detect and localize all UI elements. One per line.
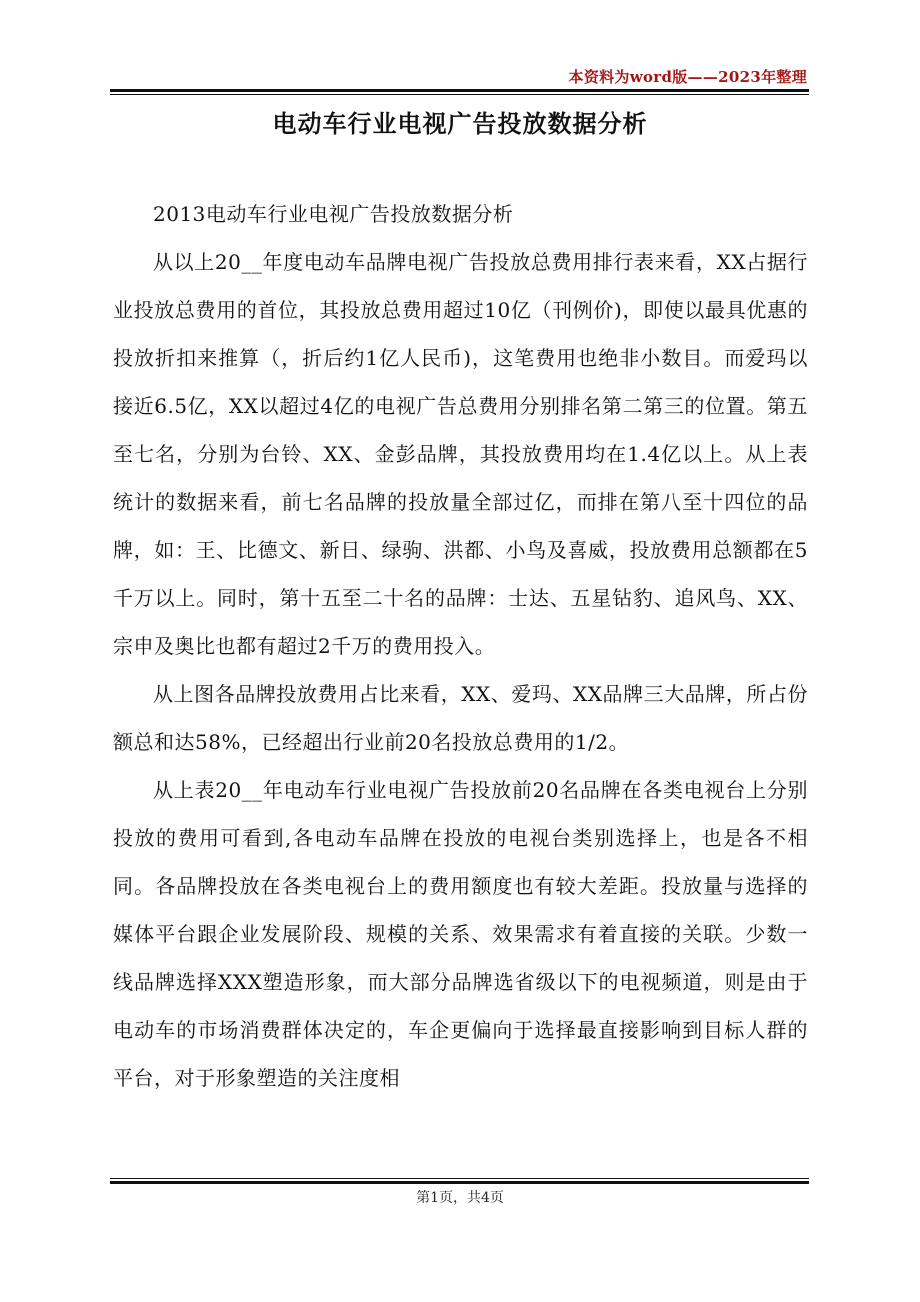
document-title: 电动车行业电视广告投放数据分析	[272, 109, 648, 138]
header-rule	[110, 89, 809, 96]
paragraph-subtitle: 2013电动车行业电视广告投放数据分析	[153, 202, 514, 226]
document-body	[113, 190, 808, 1102]
paragraph: 从上表20__年电动车行业电视广告投放前20名品牌在各类电视台上分别投放的费用可看到,各电动车品牌在投放的电视台类别选择上，也是各不相同。各品牌投放在各类电视台上的费用额度也有较大差距。投放量与选择的媒体平台跟企业发展阶段、规模的关系、效果需求有着直接的关联。少数一线品牌选择XXX塑造形象，而大部分品牌选省级以下的电视频道，则是由于电动车的市场消费群体决定的，车企更偏向于选择最直接影响到目标人群的平台，对于形象塑造的关注度相	[113, 778, 808, 1090]
page-number: 第1页，共4页	[416, 1190, 504, 1206]
paragraph: 从以上20__年度电动车品牌电视广告投放总费用排行表来看，XX占据行业投放总费用的首位，其投放总费用超过10亿（刊例价)，即使以最具优惠的投放折扣来推算（，折后约1亿人民币)，这笔费用也绝非小数目。而爱玛以接近6.5亿，XX以超过4亿的电视广告总费用分别排名第二第三的位置。第五至七名，分别为台铃、XX、金彭品牌，其投放费用均在1.4亿以上。从上表统计的数据来看，前七名品牌的投放量全部过亿，而排在第八至十四位的品牌，如：王、比德文、新日、绿驹、洪都、小鸟及喜威，投放费用总额都在5千万以上。同时，第十五至二十名的品牌：士达、五星钻豹、追风鸟、XX、宗申及奥比也都有超过2千万的费用投入。	[113, 250, 808, 658]
header-note: 本资料为word版——2023年整理	[568, 68, 807, 86]
paragraph: 从上图各品牌投放费用占比来看，XX、爱玛、XX品牌三大品牌，所占份额总和达58%，已经超出行业前20名投放总费用的1/2。	[113, 682, 808, 754]
footer-rule	[110, 1178, 809, 1185]
